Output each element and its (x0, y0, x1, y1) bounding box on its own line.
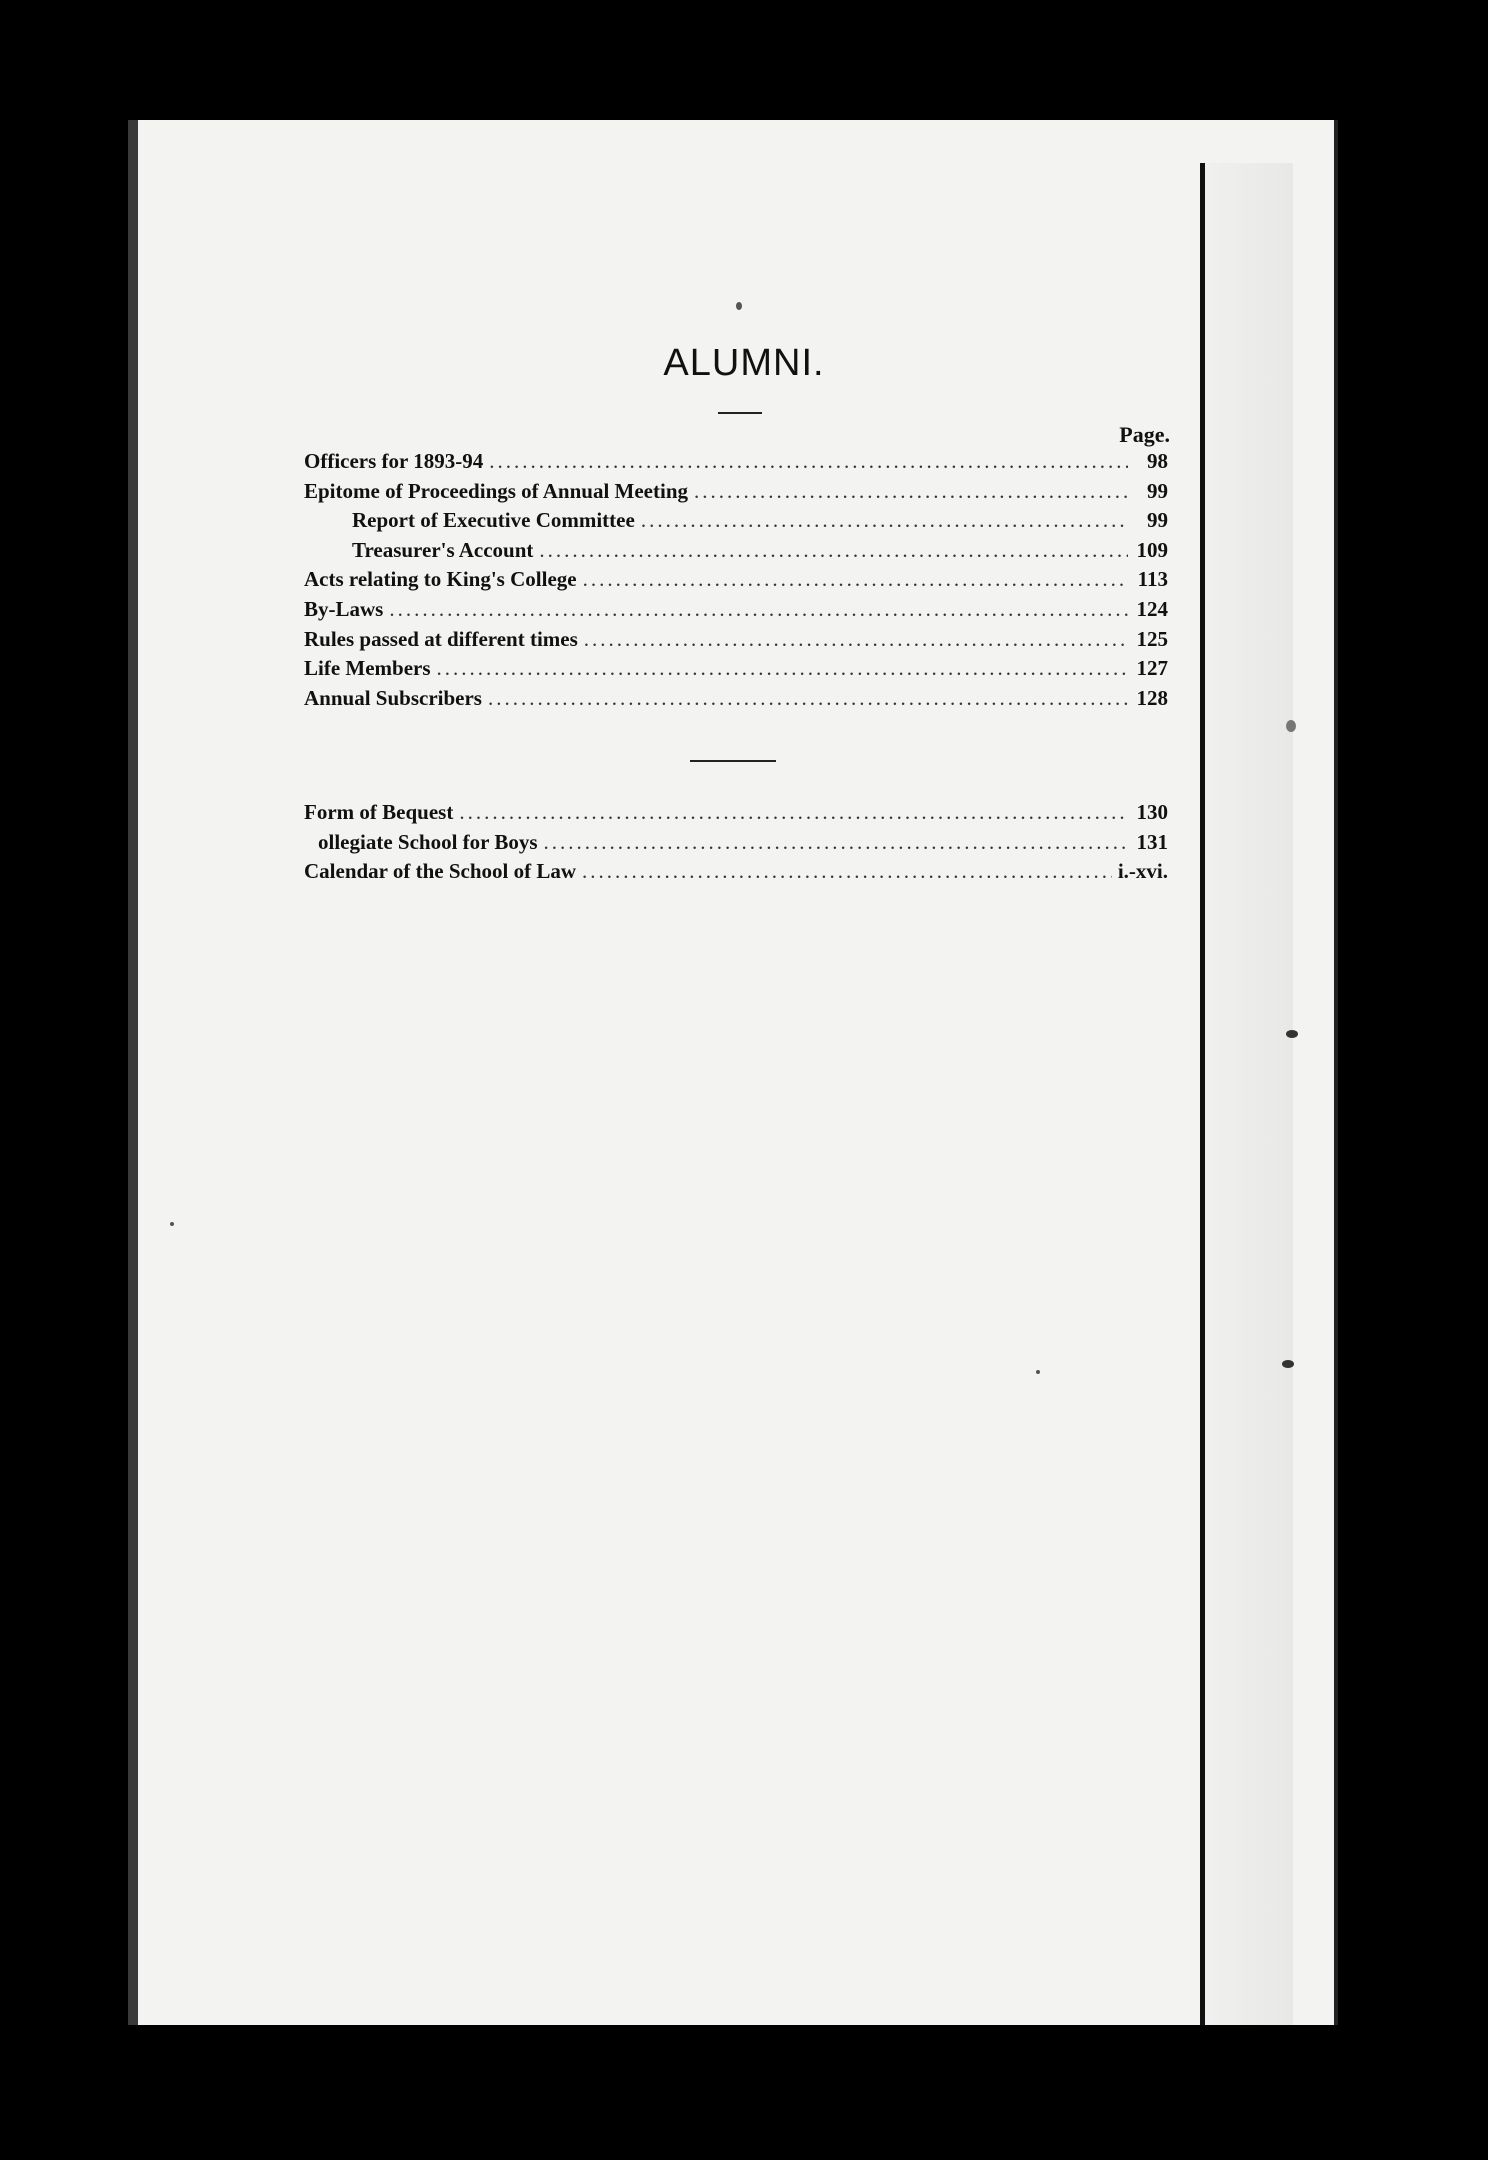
toc-entry (304, 597, 1168, 627)
toc-entry-label: By-Laws (304, 596, 384, 621)
toc-entry-page: 131 (1136, 829, 1168, 854)
toc-entry-label: Rules passed at different times (304, 626, 578, 651)
toc-entry (304, 800, 1168, 830)
toc-entry-page: 113 (1137, 567, 1168, 592)
leader-dots (584, 627, 1128, 652)
toc-entry-page: 128 (1136, 685, 1168, 710)
toc-entry-page: 124 (1136, 596, 1168, 621)
toc-entry (304, 830, 1168, 860)
toc-entry (304, 538, 1168, 568)
toc-entry (304, 567, 1168, 597)
toc-entry-label: ollegiate School for Boys (318, 829, 538, 854)
leader-dots (583, 567, 1128, 592)
leader-dots (539, 538, 1128, 563)
toc-entry-label: Report of Executive Committee (352, 508, 635, 533)
toc-entry-page: 98 (1147, 449, 1168, 473)
leader-dots (488, 686, 1128, 711)
toc-entry (304, 479, 1168, 509)
toc-entry-label: Epitome of Proceedings of Annual Meeting (304, 478, 689, 503)
toc-entry (304, 859, 1168, 889)
page-title: ALUMNI. (663, 342, 825, 384)
leader-dots (459, 800, 1128, 825)
title-rule (718, 412, 762, 414)
leader-dots (489, 449, 1128, 474)
leader-dots (641, 508, 1128, 533)
toc-entry-page: i.-xvi. (1117, 859, 1168, 884)
leader-dots (544, 830, 1128, 855)
page-column-header: Page. (1119, 422, 1170, 447)
toc-entry-page: 125 (1136, 626, 1168, 651)
toc-entry (304, 686, 1168, 716)
leader-dots (389, 597, 1128, 622)
toc-entry-label: Form of Bequest (304, 800, 454, 824)
leader-dots (582, 859, 1112, 884)
toc-entry-label: Officers for 1893-94 (304, 449, 484, 473)
toc-appendix (304, 800, 1168, 889)
paper-speck (170, 1222, 174, 1226)
paper-speck (1036, 1370, 1040, 1374)
toc-entry-label: Acts relating to King's College (304, 567, 577, 592)
toc-entry (304, 449, 1168, 479)
toc-entry (304, 627, 1168, 657)
toc-entry (304, 656, 1168, 686)
leader-dots (437, 656, 1128, 681)
toc-entry-label: Calendar of the School of Law (304, 859, 577, 884)
paper-speck (736, 302, 742, 310)
toc-entry-page: 109 (1136, 537, 1168, 562)
leader-dots (694, 479, 1128, 504)
toc-entry-label: Treasurer's Account (352, 537, 534, 562)
toc-entry-label: Annual Subscribers (304, 685, 482, 710)
document-page (128, 120, 1338, 2025)
section-divider (690, 760, 776, 762)
paper-speck (1286, 720, 1296, 732)
toc-entry (304, 508, 1168, 538)
toc-entry-page: 99 (1147, 478, 1168, 503)
toc-entry-page: 99 (1147, 508, 1168, 533)
toc-entry-label: Life Members (304, 656, 431, 681)
paper-speck (1282, 1360, 1294, 1368)
paper-speck (1286, 1030, 1298, 1038)
toc-entry-page: 130 (1136, 800, 1168, 824)
adjacent-page-edge (1200, 163, 1293, 2025)
toc-entry-page: 127 (1136, 656, 1168, 681)
toc-main (304, 449, 1168, 715)
